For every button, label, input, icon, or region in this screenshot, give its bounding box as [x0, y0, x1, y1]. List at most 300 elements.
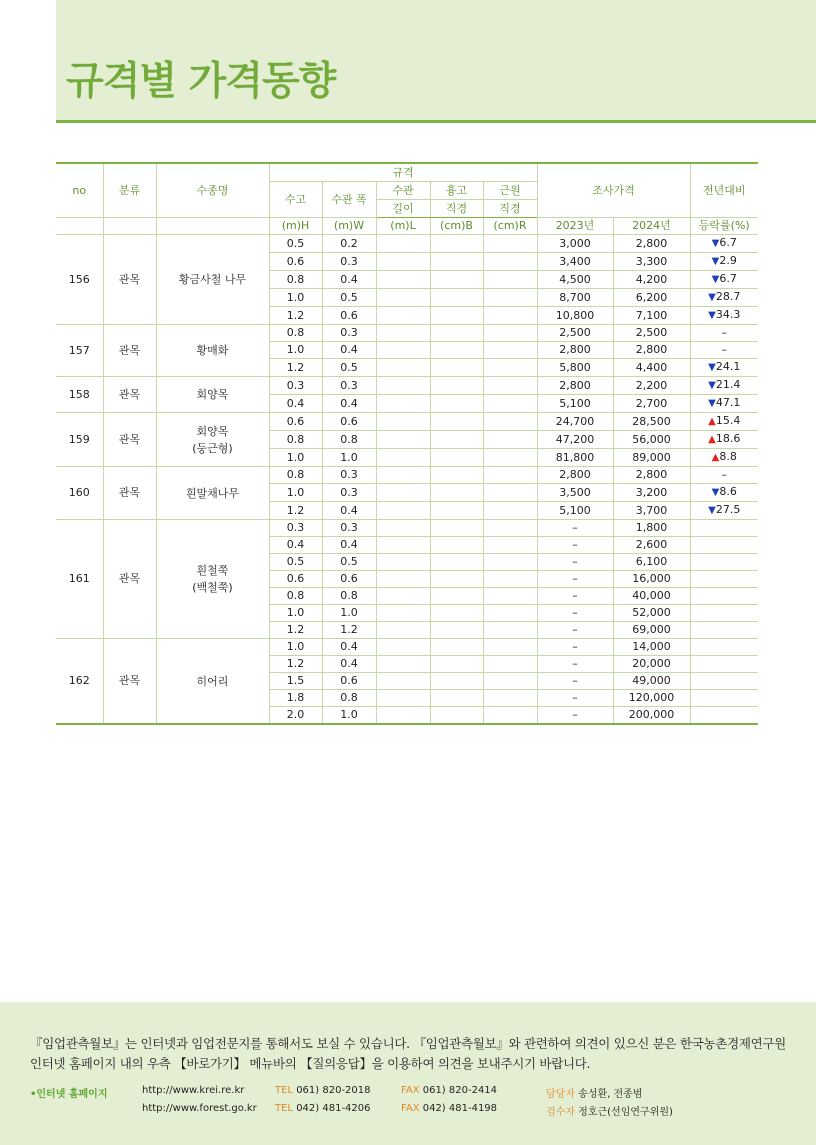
cell-height: 0.5: [269, 235, 322, 253]
unit-cell: [56, 218, 103, 235]
year-2024: 2024년: [613, 218, 690, 235]
cell-height: 0.8: [269, 325, 322, 342]
table-row: [56, 520, 758, 537]
cell-height: 0.8: [269, 588, 322, 605]
cell-change-rate: [690, 342, 758, 359]
cell-price-2023: 2,800: [537, 467, 613, 484]
cell-chest-diameter: [430, 307, 483, 325]
cell-crown-length: [376, 502, 430, 520]
cell-height: 1.2: [269, 359, 322, 377]
cell-chest-diameter: [430, 571, 483, 588]
col-header-crown-length-2: 길이: [376, 200, 430, 218]
species-subname: (둥근형): [192, 441, 233, 455]
cell-price-2023: –: [537, 707, 613, 725]
cell-root-diameter: [483, 588, 537, 605]
cell-root-diameter: [483, 537, 537, 554]
cell-crown-width: 0.3: [322, 253, 376, 271]
table-row: [56, 413, 758, 431]
cell-root-diameter: [483, 413, 537, 431]
cell-chest-diameter: [430, 449, 483, 467]
cell-crown-length: [376, 673, 430, 690]
cell-height: 0.3: [269, 520, 322, 537]
cell-price-2023: 3,500: [537, 484, 613, 502]
change-value: 21.4: [715, 378, 741, 391]
cell-crown-width: 0.6: [322, 571, 376, 588]
cell-height: 0.6: [269, 253, 322, 271]
cell-price-2024: 2,500: [613, 325, 690, 342]
change-value: –: [721, 343, 728, 356]
row-no: 157: [56, 325, 103, 377]
cell-price-2023: 10,800: [537, 307, 613, 325]
change-value: –: [721, 468, 728, 481]
cell-crown-width: 0.3: [322, 467, 376, 484]
cell-crown-length: [376, 554, 430, 571]
unit-length: (m)L: [376, 218, 430, 235]
cell-height: 2.0: [269, 707, 322, 725]
change-value: 2.9: [719, 254, 737, 267]
cell-price-2023: 3,000: [537, 235, 613, 253]
col-header-survey-price: 조사가격: [537, 163, 690, 218]
cell-chest-diameter: [430, 605, 483, 622]
row-category: 관목: [103, 377, 156, 413]
species-subname: (백철쭉): [192, 581, 233, 594]
up-triangle-icon: ▲: [708, 434, 716, 445]
cell-price-2024: 3,700: [613, 502, 690, 520]
row-species: [156, 377, 269, 413]
cell-height: 1.0: [269, 289, 322, 307]
cell-crown-length: [376, 395, 430, 413]
down-triangle-icon: ▼: [708, 505, 716, 516]
cell-price-2023: 81,800: [537, 449, 613, 467]
cell-change-rate: [690, 690, 758, 707]
cell-change-rate: [690, 554, 758, 571]
tel-label: TEL: [275, 1085, 293, 1096]
cell-price-2023: 3,400: [537, 253, 613, 271]
cell-price-2024: 69,000: [613, 622, 690, 639]
cell-price-2023: 2,800: [537, 342, 613, 359]
cell-price-2024: 49,000: [613, 673, 690, 690]
cell-crown-length: [376, 271, 430, 289]
cell-price-2023: –: [537, 656, 613, 673]
cell-crown-length: [376, 467, 430, 484]
cell-height: 1.2: [269, 656, 322, 673]
cell-height: 0.8: [269, 271, 322, 289]
change-value: 8.6: [719, 485, 737, 498]
cell-chest-diameter: [430, 690, 483, 707]
change-value: 27.5: [715, 503, 741, 516]
cell-root-diameter: [483, 342, 537, 359]
cell-crown-width: 0.4: [322, 656, 376, 673]
cell-price-2023: –: [537, 571, 613, 588]
cell-change-rate: [690, 537, 758, 554]
cell-price-2024: 20,000: [613, 656, 690, 673]
cell-change-rate: [690, 656, 758, 673]
cell-root-diameter: [483, 673, 537, 690]
cell-root-diameter: [483, 639, 537, 656]
cell-chest-diameter: [430, 359, 483, 377]
cell-crown-width: 0.8: [322, 588, 376, 605]
cell-price-2024: 2,700: [613, 395, 690, 413]
cell-root-diameter: [483, 377, 537, 395]
rate-header: 등락률(%): [690, 218, 758, 235]
col-header-spec: 규격: [269, 163, 537, 182]
cell-change-rate: [690, 253, 758, 271]
cell-crown-length: [376, 307, 430, 325]
cell-price-2024: 89,000: [613, 449, 690, 467]
cell-crown-width: 0.6: [322, 307, 376, 325]
down-triangle-icon: ▼: [708, 380, 716, 391]
footer-notice: 『임업관측월보』는 인터넷과 임업전문지를 통해서도 보실 수 있습니다. 『임업관측월보』와 관련하여 의견이 있으신 분은 한국농촌경제연구원 인터넷 홈페이지 내의 우측 【바로가기】 메뉴바의 【질의응답】을 이용하여 의견을 보내주시기 바랍니다.: [30, 1036, 786, 1071]
cell-crown-length: [376, 449, 430, 467]
row-no: 161: [56, 520, 103, 639]
cell-price-2024: 16,000: [613, 571, 690, 588]
row-species: [156, 325, 269, 377]
row-no: 159: [56, 413, 103, 467]
cell-crown-width: 1.0: [322, 605, 376, 622]
row-category: 관목: [103, 325, 156, 377]
cell-change-rate: [690, 502, 758, 520]
down-triangle-icon: ▼: [711, 487, 720, 498]
cell-root-diameter: [483, 707, 537, 725]
cell-crown-length: [376, 639, 430, 656]
cell-change-rate: [690, 431, 758, 449]
unit-height: (m)H: [269, 218, 322, 235]
tel-label-2: TEL: [275, 1103, 293, 1114]
fax-1: 061) 820-2414: [422, 1085, 498, 1096]
cell-price-2024: 6,100: [613, 554, 690, 571]
row-category: 관목: [103, 520, 156, 639]
cell-change-rate: [690, 605, 758, 622]
row-species: [156, 467, 269, 520]
cell-crown-width: 0.8: [322, 690, 376, 707]
unit-chest: (cm)B: [430, 218, 483, 235]
row-no: 160: [56, 467, 103, 520]
cell-root-diameter: [483, 235, 537, 253]
cell-crown-length: [376, 622, 430, 639]
cell-change-rate: [690, 467, 758, 484]
cell-height: 1.0: [269, 484, 322, 502]
up-triangle-icon: ▲: [711, 452, 720, 463]
cell-height: 1.0: [269, 449, 322, 467]
row-species: [156, 235, 269, 325]
cell-price-2024: 52,000: [613, 605, 690, 622]
cell-height: 0.6: [269, 413, 322, 431]
cell-crown-length: [376, 484, 430, 502]
cell-root-diameter: [483, 253, 537, 271]
change-value: 28.7: [715, 290, 741, 303]
cell-price-2024: 2,600: [613, 537, 690, 554]
cell-chest-diameter: [430, 235, 483, 253]
cell-root-diameter: [483, 289, 537, 307]
row-category: 관목: [103, 235, 156, 325]
col-header-yoy: 전년대비: [690, 163, 758, 218]
cell-crown-length: [376, 707, 430, 725]
homepage-label: •인터넷 홈페이지: [30, 1089, 108, 1100]
change-value: 18.6: [715, 432, 741, 445]
cell-crown-width: 0.6: [322, 413, 376, 431]
change-value: 47.1: [715, 396, 741, 409]
cell-price-2023: –: [537, 605, 613, 622]
down-triangle-icon: ▼: [708, 398, 716, 409]
cell-chest-diameter: [430, 253, 483, 271]
cell-chest-diameter: [430, 325, 483, 342]
cell-price-2024: 56,000: [613, 431, 690, 449]
table-row: [56, 325, 758, 342]
cell-chest-diameter: [430, 413, 483, 431]
reviewer-name: 정호근(선임연구위원): [578, 1107, 673, 1118]
cell-crown-width: 0.4: [322, 271, 376, 289]
cell-crown-length: [376, 377, 430, 395]
col-header-chest-diameter-2: 직경: [430, 200, 483, 218]
cell-height: 1.0: [269, 605, 322, 622]
cell-chest-diameter: [430, 431, 483, 449]
reviewer-label: 검수자: [546, 1107, 575, 1118]
page-title: 규격별 가격동향: [66, 59, 336, 104]
cell-change-rate: [690, 235, 758, 253]
header-rule: [56, 120, 816, 123]
cell-price-2024: 40,000: [613, 588, 690, 605]
cell-change-rate: [690, 413, 758, 431]
cell-crown-length: [376, 253, 430, 271]
cell-price-2023: –: [537, 673, 613, 690]
cell-crown-width: 0.8: [322, 431, 376, 449]
cell-change-rate: [690, 359, 758, 377]
cell-price-2024: 6,200: [613, 289, 690, 307]
cell-price-2024: 28,500: [613, 413, 690, 431]
cell-price-2024: 7,100: [613, 307, 690, 325]
cell-price-2024: 200,000: [613, 707, 690, 725]
cell-height: 0.4: [269, 537, 322, 554]
manager-name: 송성환, 전종범: [578, 1089, 643, 1100]
cell-price-2023: 24,700: [537, 413, 613, 431]
cell-price-2024: 2,800: [613, 342, 690, 359]
cell-chest-diameter: [430, 622, 483, 639]
row-no: 156: [56, 235, 103, 325]
up-triangle-icon: ▲: [708, 416, 716, 427]
cell-price-2023: 47,200: [537, 431, 613, 449]
cell-price-2023: –: [537, 690, 613, 707]
col-header-species: 수종명: [156, 163, 269, 218]
fax-label: FAX: [401, 1085, 420, 1096]
cell-crown-width: 0.3: [322, 484, 376, 502]
cell-crown-width: 0.5: [322, 289, 376, 307]
down-triangle-icon: ▼: [711, 238, 720, 249]
cell-root-diameter: [483, 690, 537, 707]
cell-chest-diameter: [430, 377, 483, 395]
cell-root-diameter: [483, 484, 537, 502]
down-triangle-icon: ▼: [711, 256, 720, 267]
change-value: –: [721, 326, 728, 339]
cell-chest-diameter: [430, 342, 483, 359]
species-name: 흰말채나무: [185, 486, 240, 500]
cell-crown-width: 0.6: [322, 673, 376, 690]
cell-root-diameter: [483, 605, 537, 622]
cell-crown-width: 0.5: [322, 554, 376, 571]
cell-price-2023: 2,500: [537, 325, 613, 342]
col-header-root-diameter-2: 직경: [483, 200, 537, 218]
down-triangle-icon: ▼: [708, 310, 716, 321]
tel-1: 061) 820-2018: [296, 1085, 371, 1096]
species-name: 황매화: [196, 344, 229, 357]
cell-price-2024: 14,000: [613, 639, 690, 656]
cell-price-2023: –: [537, 639, 613, 656]
species-name: 회양목: [196, 424, 229, 438]
cell-crown-length: [376, 342, 430, 359]
cell-change-rate: [690, 271, 758, 289]
cell-crown-width: 1.2: [322, 622, 376, 639]
col-header-category: 분류: [103, 163, 156, 218]
cell-height: 0.8: [269, 467, 322, 484]
cell-change-rate: [690, 520, 758, 537]
price-table-body: [56, 235, 758, 725]
price-table: [56, 162, 758, 725]
year-2023: 2023년: [537, 218, 613, 235]
cell-change-rate: [690, 484, 758, 502]
down-triangle-icon: ▼: [711, 274, 720, 285]
cell-crown-length: [376, 289, 430, 307]
cell-crown-length: [376, 359, 430, 377]
cell-price-2023: –: [537, 622, 613, 639]
change-value: 6.7: [719, 236, 737, 249]
homepage-url-2[interactable]: http://www.forest.go.kr: [142, 1103, 257, 1114]
cell-root-diameter: [483, 520, 537, 537]
cell-crown-length: [376, 656, 430, 673]
cell-root-diameter: [483, 431, 537, 449]
cell-price-2023: 5,100: [537, 395, 613, 413]
cell-root-diameter: [483, 325, 537, 342]
cell-price-2023: 5,800: [537, 359, 613, 377]
col-header-height: 수고: [269, 182, 322, 218]
row-category: 관목: [103, 413, 156, 467]
cell-height: 0.6: [269, 571, 322, 588]
cell-height: 1.0: [269, 342, 322, 359]
row-category: 관목: [103, 467, 156, 520]
cell-change-rate: [690, 307, 758, 325]
table-row: [56, 235, 758, 253]
cell-crown-length: [376, 431, 430, 449]
cell-price-2023: 8,700: [537, 289, 613, 307]
col-header-no: no: [56, 163, 103, 218]
cell-root-diameter: [483, 554, 537, 571]
cell-crown-length: [376, 605, 430, 622]
cell-chest-diameter: [430, 289, 483, 307]
cell-root-diameter: [483, 359, 537, 377]
cell-height: 0.4: [269, 395, 322, 413]
cell-height: 1.8: [269, 690, 322, 707]
fax-label-2: FAX: [401, 1103, 420, 1114]
cell-price-2023: 5,100: [537, 502, 613, 520]
col-header-crown-length-1: 수관: [376, 182, 430, 200]
table-row: [56, 639, 758, 656]
species-name: 히어리: [196, 674, 229, 688]
cell-price-2023: –: [537, 537, 613, 554]
down-triangle-icon: ▼: [708, 362, 716, 373]
cell-height: 0.8: [269, 431, 322, 449]
unit-root: (cm)R: [483, 218, 537, 235]
cell-price-2024: 2,200: [613, 377, 690, 395]
cell-chest-diameter: [430, 467, 483, 484]
cell-price-2023: 4,500: [537, 271, 613, 289]
homepage-url-1[interactable]: http://www.krei.re.kr: [142, 1085, 245, 1096]
cell-height: 1.0: [269, 639, 322, 656]
cell-crown-length: [376, 571, 430, 588]
cell-crown-length: [376, 520, 430, 537]
unit-width: (m)W: [322, 218, 376, 235]
cell-height: 1.2: [269, 307, 322, 325]
cell-chest-diameter: [430, 588, 483, 605]
cell-chest-diameter: [430, 520, 483, 537]
cell-crown-width: 0.4: [322, 639, 376, 656]
cell-price-2023: –: [537, 554, 613, 571]
cell-price-2024: 4,400: [613, 359, 690, 377]
cell-change-rate: [690, 395, 758, 413]
tel-2: 042) 481-4206: [296, 1103, 371, 1114]
cell-price-2024: 2,800: [613, 235, 690, 253]
cell-height: 1.5: [269, 673, 322, 690]
cell-height: 0.3: [269, 377, 322, 395]
cell-price-2023: 2,800: [537, 377, 613, 395]
cell-crown-length: [376, 537, 430, 554]
cell-change-rate: [690, 622, 758, 639]
unit-cell: [103, 218, 156, 235]
cell-root-diameter: [483, 271, 537, 289]
cell-crown-width: 0.2: [322, 235, 376, 253]
cell-price-2024: 2,800: [613, 467, 690, 484]
cell-change-rate: [690, 449, 758, 467]
change-value: 24.1: [715, 360, 741, 373]
cell-height: 1.2: [269, 622, 322, 639]
cell-price-2024: 4,200: [613, 271, 690, 289]
cell-change-rate: [690, 377, 758, 395]
cell-root-diameter: [483, 656, 537, 673]
cell-height: 0.5: [269, 554, 322, 571]
cell-chest-diameter: [430, 484, 483, 502]
cell-crown-width: 0.3: [322, 325, 376, 342]
cell-crown-width: 0.4: [322, 502, 376, 520]
change-value: 15.4: [715, 414, 741, 427]
cell-price-2024: 3,300: [613, 253, 690, 271]
row-no: 158: [56, 377, 103, 413]
cell-crown-length: [376, 325, 430, 342]
cell-price-2024: 3,200: [613, 484, 690, 502]
species-name: 흰철쭉: [196, 564, 229, 577]
cell-change-rate: [690, 673, 758, 690]
cell-crown-width: 0.4: [322, 342, 376, 359]
change-value: 34.3: [715, 308, 741, 321]
cell-crown-width: 1.0: [322, 449, 376, 467]
change-value: 8.8: [719, 450, 737, 463]
cell-chest-diameter: [430, 639, 483, 656]
table-row: [56, 467, 758, 484]
col-header-crown-width: 수관 폭: [322, 182, 376, 218]
change-value: 6.7: [719, 272, 737, 285]
cell-crown-width: 0.3: [322, 377, 376, 395]
cell-chest-diameter: [430, 656, 483, 673]
cell-change-rate: [690, 289, 758, 307]
unit-cell: [156, 218, 269, 235]
row-no: 162: [56, 639, 103, 725]
cell-chest-diameter: [430, 395, 483, 413]
cell-root-diameter: [483, 502, 537, 520]
cell-change-rate: [690, 325, 758, 342]
fax-2: 042) 481-4198: [422, 1103, 498, 1114]
cell-chest-diameter: [430, 673, 483, 690]
cell-chest-diameter: [430, 707, 483, 725]
cell-height: 1.2: [269, 502, 322, 520]
cell-price-2024: 120,000: [613, 690, 690, 707]
cell-chest-diameter: [430, 271, 483, 289]
cell-chest-diameter: [430, 554, 483, 571]
